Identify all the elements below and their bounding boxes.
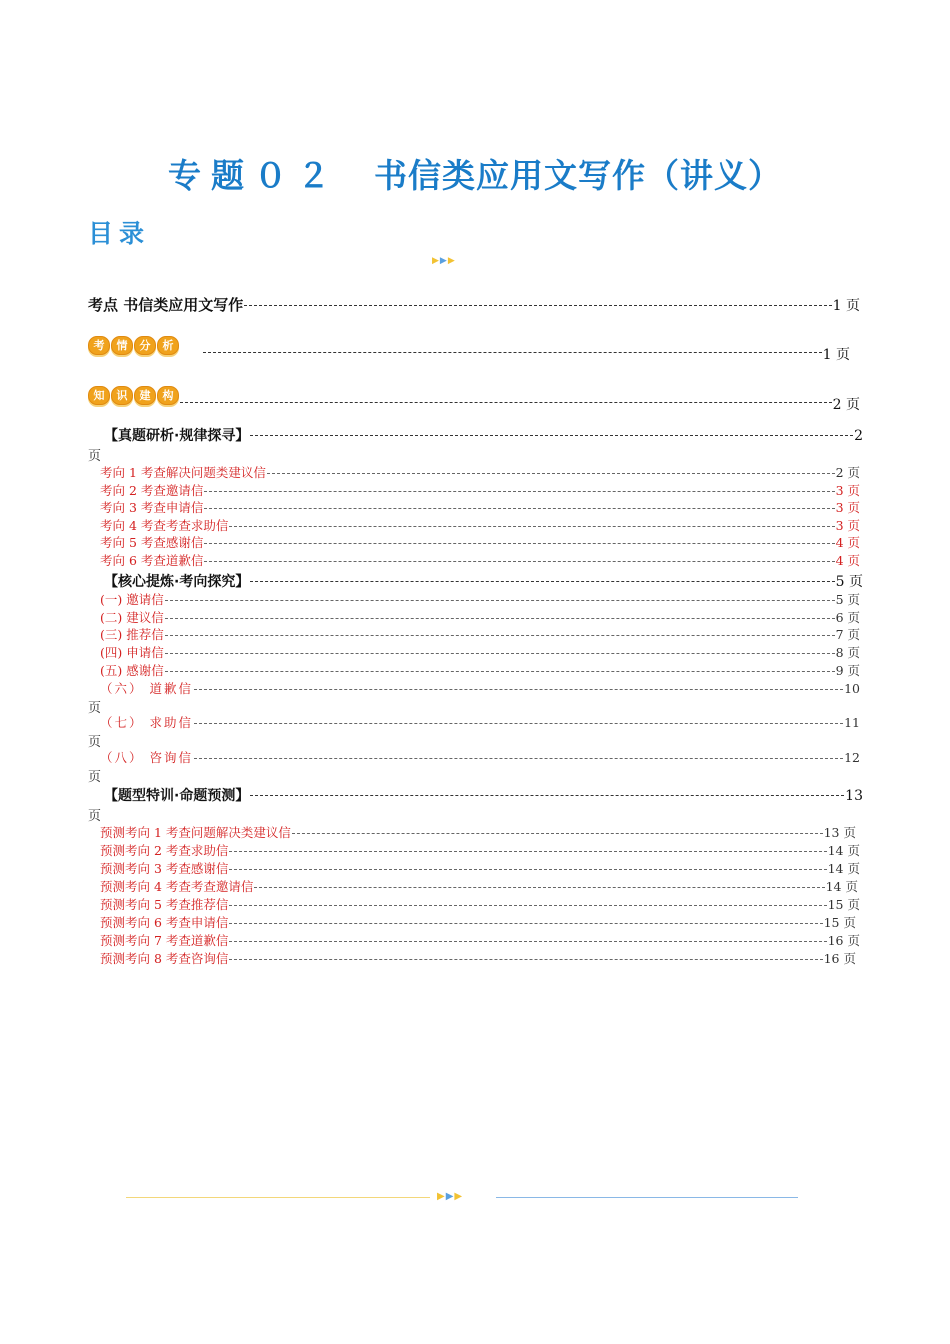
toc-label: 考向 1 考查解决问题类建议信 bbox=[100, 465, 266, 480]
toc-label: 预测考向 4 考查考查邀请信 bbox=[100, 879, 254, 894]
footer-line-left bbox=[126, 1197, 430, 1198]
toc-page: 12 bbox=[844, 750, 860, 765]
toc-item[interactable] bbox=[100, 551, 860, 569]
badge-char: 识 bbox=[111, 386, 133, 405]
leader-dots bbox=[229, 905, 826, 906]
footer-arrows-icon: ▶▶▶ bbox=[437, 1191, 464, 1202]
leader-dots bbox=[203, 352, 822, 353]
toc-page: 2 bbox=[854, 428, 863, 444]
toc-item[interactable] bbox=[100, 643, 860, 661]
toc-label: 考向 3 考查申请信 bbox=[100, 500, 204, 515]
toc-item[interactable] bbox=[100, 625, 860, 643]
toc-page: 3 页 bbox=[835, 518, 860, 533]
toc-item[interactable] bbox=[100, 516, 860, 534]
toc-page: 3 页 bbox=[835, 483, 860, 498]
badge-char: 构 bbox=[157, 386, 179, 405]
title-number: 专题０２ bbox=[168, 156, 340, 195]
toc-label: (四) 申请信 bbox=[100, 645, 164, 660]
toc-item[interactable] bbox=[100, 608, 860, 626]
toc-label: 考向 5 考查感谢信 bbox=[100, 535, 204, 550]
badge-char: 析 bbox=[157, 336, 179, 355]
toc-label: 预测考向 8 考查咨询信 bbox=[100, 951, 229, 966]
toc-item[interactable] bbox=[100, 913, 856, 931]
leader-dots bbox=[194, 723, 843, 724]
page-title bbox=[0, 150, 950, 197]
toc-item[interactable] bbox=[100, 679, 860, 697]
toc-item[interactable] bbox=[100, 481, 860, 499]
toc-item[interactable] bbox=[100, 533, 860, 551]
toc-page: 10 bbox=[844, 681, 860, 696]
toc-page: 11 bbox=[844, 715, 860, 730]
leader-dots bbox=[254, 887, 824, 888]
toc-zhishi-entry[interactable] bbox=[88, 384, 860, 413]
toc-label: 考向 6 考查道歉信 bbox=[100, 553, 204, 568]
leader-dots bbox=[204, 561, 834, 562]
toc-label: 预测考向 5 考查推荐信 bbox=[100, 897, 229, 912]
leader-dots bbox=[229, 959, 822, 960]
badge-char: 考 bbox=[88, 336, 110, 355]
toc-section-hexin[interactable] bbox=[104, 571, 863, 591]
toc-item[interactable] bbox=[100, 949, 856, 967]
toc-label: （六） 道歉信 bbox=[100, 681, 193, 696]
toc-page: 16 页 bbox=[823, 951, 856, 966]
leader-dots bbox=[250, 581, 834, 582]
leader-dots bbox=[194, 689, 843, 690]
toc-page: 14 页 bbox=[827, 861, 860, 876]
toc-page: 14 页 bbox=[827, 843, 860, 858]
toc-item[interactable] bbox=[100, 748, 860, 766]
leader-dots bbox=[204, 508, 834, 509]
footer-line-right bbox=[496, 1197, 798, 1198]
toc-page: 13 页 bbox=[823, 825, 856, 840]
toc-page: 7 页 bbox=[835, 627, 860, 642]
toc-item[interactable] bbox=[100, 895, 860, 913]
leader-dots bbox=[229, 526, 834, 527]
leader-dots bbox=[292, 833, 823, 834]
toc-page: 2 页 bbox=[832, 397, 860, 413]
leader-dots bbox=[204, 543, 834, 544]
toc-page: 4 页 bbox=[835, 535, 860, 550]
toc-page: 8 页 bbox=[835, 645, 860, 660]
toc-page: 5 页 bbox=[835, 574, 863, 590]
title-text: 书信类应用文写作（讲义） bbox=[374, 156, 782, 195]
leader-dots bbox=[229, 851, 826, 852]
leader-dots bbox=[229, 923, 822, 924]
toc-label: 【真题研析·规律探寻】 bbox=[104, 428, 250, 444]
toc-label: 预测考向 3 考查感谢信 bbox=[100, 861, 229, 876]
leader-dots bbox=[194, 758, 843, 759]
leader-dots bbox=[250, 795, 844, 796]
toc-item[interactable] bbox=[100, 713, 860, 731]
toc-item[interactable] bbox=[100, 931, 860, 949]
toc-item[interactable] bbox=[100, 590, 860, 608]
toc-page: 14 页 bbox=[825, 879, 858, 894]
toc-label: (二) 建议信 bbox=[100, 610, 164, 625]
toc-page-wrap: 页 bbox=[88, 809, 102, 824]
leader-dots bbox=[229, 869, 826, 870]
leader-dots bbox=[165, 653, 835, 654]
badge-char: 知 bbox=[88, 386, 110, 405]
leader-dots bbox=[229, 941, 826, 942]
toc-page-wrap: 页 bbox=[88, 735, 102, 750]
toc-page-wrap: 页 bbox=[88, 770, 102, 785]
toc-item[interactable] bbox=[100, 498, 860, 516]
leader-dots bbox=[180, 402, 832, 403]
toc-page-wrap: 页 bbox=[88, 701, 102, 716]
toc-label: （八） 咨询信 bbox=[100, 750, 193, 765]
badge-char: 建 bbox=[134, 386, 156, 405]
toc-page-wrap: 页 bbox=[88, 449, 102, 464]
toc-page: 13 bbox=[845, 788, 863, 804]
leader-dots bbox=[204, 491, 834, 492]
badge-char: 分 bbox=[134, 336, 156, 355]
toc-label: (一) 邀请信 bbox=[100, 592, 164, 607]
toc-page: 9 页 bbox=[835, 663, 860, 678]
kaoqing-badge bbox=[88, 336, 179, 355]
toc-label: 考向 4 考查考查求助信 bbox=[100, 518, 229, 533]
toc-item[interactable] bbox=[100, 823, 856, 841]
toc-page: 16 页 bbox=[827, 933, 860, 948]
toc-label: 【核心提炼·考向探究】 bbox=[104, 574, 250, 590]
toc-main-entry[interactable] bbox=[88, 294, 860, 315]
toc-label: 考点 书信类应用文写作 bbox=[88, 296, 244, 314]
toc-kaoqing-entry[interactable] bbox=[88, 334, 860, 363]
toc-page: 1 页 bbox=[822, 347, 850, 363]
toc-label: 考向 2 考查邀请信 bbox=[100, 483, 204, 498]
toc-page: 15 页 bbox=[827, 897, 860, 912]
toc-heading: 目录 bbox=[88, 219, 151, 248]
leader-dots bbox=[165, 600, 835, 601]
toc-label: 预测考向 2 考查求助信 bbox=[100, 843, 229, 858]
toc-label: 预测考向 1 考查问题解决类建议信 bbox=[100, 825, 291, 840]
toc-label: （七） 求助信 bbox=[100, 715, 193, 730]
leader-dots bbox=[244, 305, 831, 306]
leader-dots bbox=[250, 435, 853, 436]
toc-label: 预测考向 6 考查申请信 bbox=[100, 915, 229, 930]
toc-page: 5 页 bbox=[835, 592, 860, 607]
toc-section-zhenti[interactable] bbox=[104, 425, 863, 445]
badge-char: 情 bbox=[111, 336, 133, 355]
toc-item[interactable] bbox=[100, 463, 860, 481]
toc-item[interactable] bbox=[100, 877, 858, 895]
leader-dots bbox=[165, 618, 835, 619]
toc-page: 4 页 bbox=[835, 553, 860, 568]
toc-page: 3 页 bbox=[835, 500, 860, 515]
toc-label: (三) 推荐信 bbox=[100, 627, 164, 642]
toc-section-tixing[interactable] bbox=[104, 785, 863, 805]
divider-arrows-icon: ▶▶▶ bbox=[432, 256, 456, 266]
toc-label: 预测考向 7 考查道歉信 bbox=[100, 933, 229, 948]
leader-dots bbox=[267, 473, 835, 474]
toc-item[interactable] bbox=[100, 841, 860, 859]
leader-dots bbox=[165, 671, 835, 672]
leader-dots bbox=[165, 635, 835, 636]
toc-page: 1 页 bbox=[832, 298, 860, 314]
toc-label: (五) 感谢信 bbox=[100, 663, 164, 678]
toc-page: 6 页 bbox=[835, 610, 860, 625]
zhishi-badge bbox=[88, 386, 179, 405]
toc-item[interactable] bbox=[100, 661, 860, 679]
toc-item[interactable] bbox=[100, 859, 860, 877]
toc-label: 【题型特训·命题预测】 bbox=[104, 788, 250, 804]
toc-page: 2 页 bbox=[835, 465, 860, 480]
toc-page: 15 页 bbox=[823, 915, 856, 930]
